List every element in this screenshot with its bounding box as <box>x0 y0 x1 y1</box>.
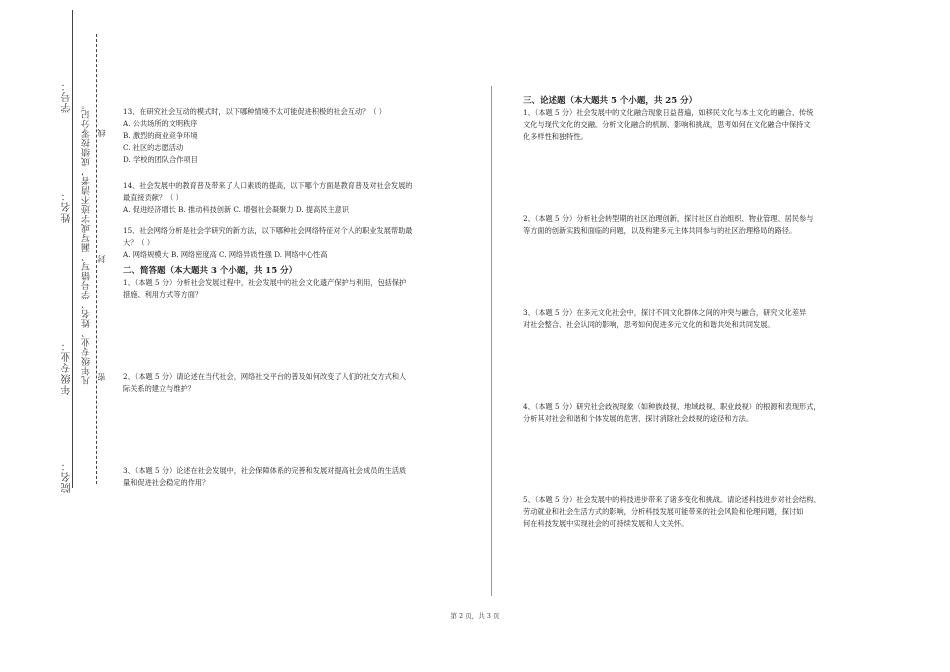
seal-xian: 线 <box>97 128 106 137</box>
q15-stem-line1: 15、社会网络分析是社会学研究的新方法，以下哪种社会网络特征对个人的职业发展帮助最 <box>123 226 413 235</box>
s2-line2: 际关系的建立与维护？ <box>123 384 195 393</box>
section2-title: 二、简答题（本大题共 3 个小题，共 15 分） <box>123 266 298 276</box>
binding-notice: 凡年级专业、姓名、学号错写、漏写或字迹不清者，成绩按零分记。 <box>82 100 92 385</box>
q13-option-d: D. 学校的团队合作项目 <box>123 155 198 164</box>
right-column <box>523 95 883 530</box>
column-divider <box>491 86 492 596</box>
binding-margin <box>0 0 110 672</box>
seal-feng: 封 <box>97 254 106 263</box>
s2-line1: 2、（本题 5 分）请论述在当代社会，网络社交平台的普及如何改变了人们的社交方式和人 <box>123 372 407 381</box>
q14-options: A. 促进经济增长 B. 推动科技创新 C. 增强社会凝聚力 D. 提高民主意识 <box>123 205 350 214</box>
grade-major-label: 年级专业： <box>62 340 73 395</box>
e3-line1: 3、（本题 5 分）在多元文化社会中，探讨不同文化群体之间的冲突与融合，研究文化差异 <box>523 308 807 317</box>
e5-line3: 何在科技发展中实现社会的可持续发展和人文关怀。 <box>523 519 689 528</box>
q13-option-b: B. 激烈的商业竞争环境 <box>123 131 198 140</box>
e5-line1: 5、（本题 5 分）社会发展中的科技进步带来了诸多变化和挑战。请论述科技进步对社会结构、 <box>523 495 821 504</box>
e4-line1: 4、（本题 5 分）研究社会歧视现象（如种族歧视、地域歧视、职业歧视）的根源和表现形式， <box>523 402 821 411</box>
school-label: 院名： <box>62 460 73 493</box>
q15-stem-line2: 大？（ ） <box>123 238 155 247</box>
s3-line2: 量和促进社会稳定的作用？ <box>123 478 210 487</box>
e4-line2: 分析其对社会和谐和个体发展的危害，探讨消除社会歧视的途径和方法。 <box>523 414 754 423</box>
s3-line1: 3、（本题 5 分）论述在社会发展中，社会保障体系的完善和发展对提高社会成员的生活质 <box>123 466 407 475</box>
s1-line1: 1、（本题 5 分）分析社会发展过程中，社会发展中的社会文化遗产保护与利用，包括保护 <box>123 278 407 287</box>
q13-option-a: A. 公共场所的文明秩序 <box>123 119 198 128</box>
q13-option-c: C. 社区的志愿活动 <box>123 143 184 152</box>
q14-stem-line2: 最直接贡献？（ ） <box>123 193 183 202</box>
e1-line3: 化多样性和独特性。 <box>523 132 588 141</box>
e2-line1: 2、（本题 5 分）分析社会转型期的社区治理创新，探讨社区自治组织、物业管理、居民参与 <box>523 214 814 223</box>
left-column <box>123 106 473 489</box>
name-label: 姓名： <box>62 190 73 223</box>
s1-line2: 措施、利用方式等方面？ <box>123 290 203 299</box>
e2-line2: 等方面的创新实践和面临的问题，以及构建多元主体共同参与的社区治理格局的路径。 <box>523 226 797 235</box>
section3-title: 三、论述题（本大题共 5 个小题，共 25 分） <box>523 96 698 106</box>
e5-line2: 劳动就业和社会生活方式的影响，分析科技发展可能带来的社会风险和伦理问题，探讨如 <box>523 507 804 516</box>
seal-mi: 密 <box>97 372 106 381</box>
q13-stem: 13、在研究社会互动的模式时，以下哪种情境不太可能促进积极的社会互动？（ ） <box>123 107 386 116</box>
page-footer: 第 2 页，共 3 页 <box>450 612 500 620</box>
e1-line1: 1、（本题 5 分）社会发展中的文化融合现象日益普遍，如移民文化与本土文化的融合、传统 <box>523 108 814 117</box>
e1-line2: 文化与现代文化的交融。分析文化融合的机制、影响和挑战，思考如何在文化融合中保持文 <box>523 120 811 129</box>
q15-options: A. 网络规模大 B. 网络密度高 C. 网络异质性强 D. 网络中心性高 <box>123 250 328 259</box>
student-id-label: 学号： <box>62 80 73 113</box>
e3-line2: 对社会整合、社会认同的影响，思考如何促进多元文化的和谐共处和共同发展。 <box>523 320 775 329</box>
q14-stem-line1: 14、社会发展中的教育普及带来了人口素质的提高，以下哪个方面是教育普及对社会发展的 <box>123 181 413 190</box>
